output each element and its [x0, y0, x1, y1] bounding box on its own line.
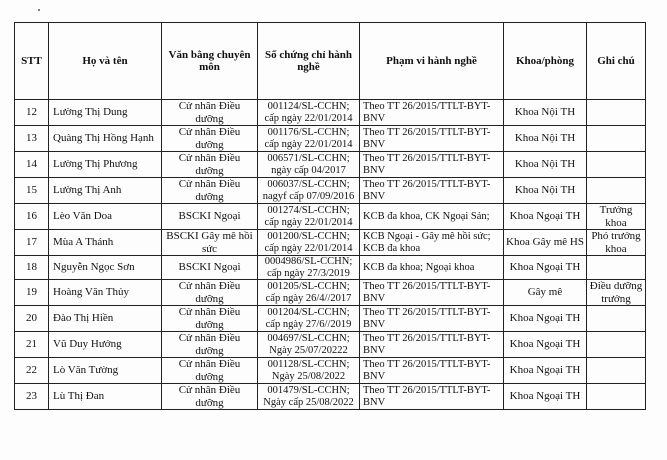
cell-dept: Khoa Nội TH [504, 178, 587, 204]
cell-scope: Theo TT 26/2015/TTLT-BYT-BNV [360, 384, 504, 410]
cell-note [587, 358, 646, 384]
cell-dept: Khoa Ngoại TH [504, 306, 587, 332]
cell-cert: 0004986/SL-CCHN; cấp ngày 27/3/2019 [258, 256, 360, 280]
cell-stt: 16 [15, 204, 49, 230]
cell-scope: Theo TT 26/2015/TTLT-BYT-BNV [360, 280, 504, 306]
cell-degree: Cử nhân Điều dưỡng [162, 152, 258, 178]
cell-degree: Cử nhân Điều dưỡng [162, 280, 258, 306]
header-cert: Số chứng chỉ hành nghề [258, 23, 360, 100]
table-row [15, 204, 646, 230]
cell-scope: Theo TT 26/2015/TTLT-BYT-BNV [360, 126, 504, 152]
cell-cert: 006571/SL-CCHN; ngày cấp 04/2017 [258, 152, 360, 178]
cell-scope: KCB đa khoa; Ngoại khoa [360, 256, 504, 280]
cell-note: Trưởng khoa [587, 204, 646, 230]
cell-note [587, 178, 646, 204]
header-row [15, 23, 646, 100]
cell-cert: 001274/SL-CCHN; cấp ngày 22/01/2014 [258, 204, 360, 230]
table-row [15, 230, 646, 256]
cell-degree: Cử nhân Điều dưỡng [162, 126, 258, 152]
cell-degree: BSCKI Ngoại [162, 256, 258, 280]
cell-degree: Cử nhân Điều dưỡng [162, 178, 258, 204]
table-row [15, 152, 646, 178]
cell-name: Đào Thị Hiền [49, 306, 162, 332]
header-name: Họ và tên [49, 23, 162, 100]
cell-note: Phó trưởng khoa [587, 230, 646, 256]
table-row [15, 256, 646, 280]
cell-degree: Cử nhân Điều dưỡng [162, 332, 258, 358]
cell-cert: 001205/SL-CCHN; cấp ngày 26/4//2017 [258, 280, 360, 306]
cell-cert: 001200/SL-CCHN; cấp ngày 22/01/2014 [258, 230, 360, 256]
cell-dept: Khoa Ngoại TH [504, 332, 587, 358]
cell-degree: Cử nhân Điều dưỡng [162, 306, 258, 332]
cell-cert: 001124/SL-CCHN; cấp ngày 22/01/2014 [258, 100, 360, 126]
cell-cert: 001176/SL-CCHN; cấp ngày 22/01/2014 [258, 126, 360, 152]
cell-stt: 12 [15, 100, 49, 126]
cell-stt: 15 [15, 178, 49, 204]
cell-stt: 20 [15, 306, 49, 332]
table-row [15, 358, 646, 384]
cell-name: Lò Văn Tường [49, 358, 162, 384]
cell-degree: Cử nhân Điều dưỡng [162, 100, 258, 126]
cell-name: Vũ Duy Hưởng [49, 332, 162, 358]
cell-scope: Theo TT 26/2015/TTLT-BYT-BNV [360, 358, 504, 384]
cell-degree: Cử nhân Điều dưỡng [162, 384, 258, 410]
cell-degree: BSCKI Ngoại [162, 204, 258, 230]
cell-cert: 004697/SL-CCHN; Ngày 25/07/20222 [258, 332, 360, 358]
header-stt: STT [15, 23, 49, 100]
table-body [15, 100, 646, 410]
table-row [15, 178, 646, 204]
cell-note [587, 306, 646, 332]
cell-name: Lường Thị Phương [49, 152, 162, 178]
cell-name: Lèo Văn Doa [49, 204, 162, 230]
cell-name: Quàng Thị Hồng Hạnh [49, 126, 162, 152]
table-row [15, 280, 646, 306]
cell-stt: 22 [15, 358, 49, 384]
cell-scope: KCB Ngoại - Gây mê hồi sức; KCB đa khoa [360, 230, 504, 256]
table-row [15, 126, 646, 152]
cell-scope: KCB đa khoa, CK Ngoại Sản; [360, 204, 504, 230]
table-row [15, 332, 646, 358]
cell-cert: 001479/SL-CCHN; Ngày cấp 25/08/2022 [258, 384, 360, 410]
header-scope: Phạm vi hành nghề [360, 23, 504, 100]
cell-dept: Khoa Nội TH [504, 126, 587, 152]
cell-scope: Theo TT 26/2015/TTLT-BYT-BNV [360, 306, 504, 332]
cell-note [587, 256, 646, 280]
cell-cert: 006037/SL-CCHN; nagyf cấp 07/09/2016 [258, 178, 360, 204]
cell-note [587, 332, 646, 358]
table-row [15, 384, 646, 410]
cell-scope: Theo TT 26/2015/TTLT-BYT-BNV [360, 178, 504, 204]
cell-stt: 14 [15, 152, 49, 178]
cell-dept: Khoa Nội TH [504, 152, 587, 178]
table-row [15, 306, 646, 332]
cell-dept: Khoa Ngoại TH [504, 204, 587, 230]
cell-note [587, 100, 646, 126]
cell-scope: Theo TT 26/2015/TTLT-BYT-BNV [360, 332, 504, 358]
cell-note [587, 126, 646, 152]
cell-stt: 23 [15, 384, 49, 410]
staff-table [14, 22, 646, 410]
cell-stt: 21 [15, 332, 49, 358]
cell-name: Lường Thị Anh [49, 178, 162, 204]
cell-dept: Khoa Gây mê HS [504, 230, 587, 256]
cell-name: Hoàng Văn Thủy [49, 280, 162, 306]
header-dept: Khoa/phòng [504, 23, 587, 100]
table-row [15, 100, 646, 126]
cell-stt: 17 [15, 230, 49, 256]
page-mark [38, 9, 40, 11]
cell-stt: 18 [15, 256, 49, 280]
cell-dept: Khoa Nội TH [504, 100, 587, 126]
cell-dept: Khoa Ngoại TH [504, 358, 587, 384]
cell-degree: BSCKI Gây mê hồi sức [162, 230, 258, 256]
cell-name: Mùa A Thánh [49, 230, 162, 256]
header-note: Ghi chú [587, 23, 646, 100]
cell-degree: Cử nhân Điều dưỡng [162, 358, 258, 384]
cell-name: Nguyễn Ngọc Sơn [49, 256, 162, 280]
cell-note: Điều dưỡng trưởng [587, 280, 646, 306]
cell-stt: 13 [15, 126, 49, 152]
header-degree: Văn bằng chuyên môn [162, 23, 258, 100]
cell-note [587, 384, 646, 410]
cell-dept: Khoa Ngoại TH [504, 256, 587, 280]
cell-scope: Theo TT 26/2015/TTLT-BYT-BNV [360, 152, 504, 178]
cell-dept: Khoa Ngoại TH [504, 384, 587, 410]
cell-name: Lù Thị Đan [49, 384, 162, 410]
cell-cert: 001204/SL-CCHN; cấp ngày 27/6//2019 [258, 306, 360, 332]
cell-stt: 19 [15, 280, 49, 306]
cell-name: Lường Thị Dung [49, 100, 162, 126]
cell-dept: Gây mê [504, 280, 587, 306]
cell-scope: Theo TT 26/2015/TTLT-BYT-BNV [360, 100, 504, 126]
cell-cert: 001128/SL-CCHN; Ngày 25/08/2022 [258, 358, 360, 384]
cell-note [587, 152, 646, 178]
